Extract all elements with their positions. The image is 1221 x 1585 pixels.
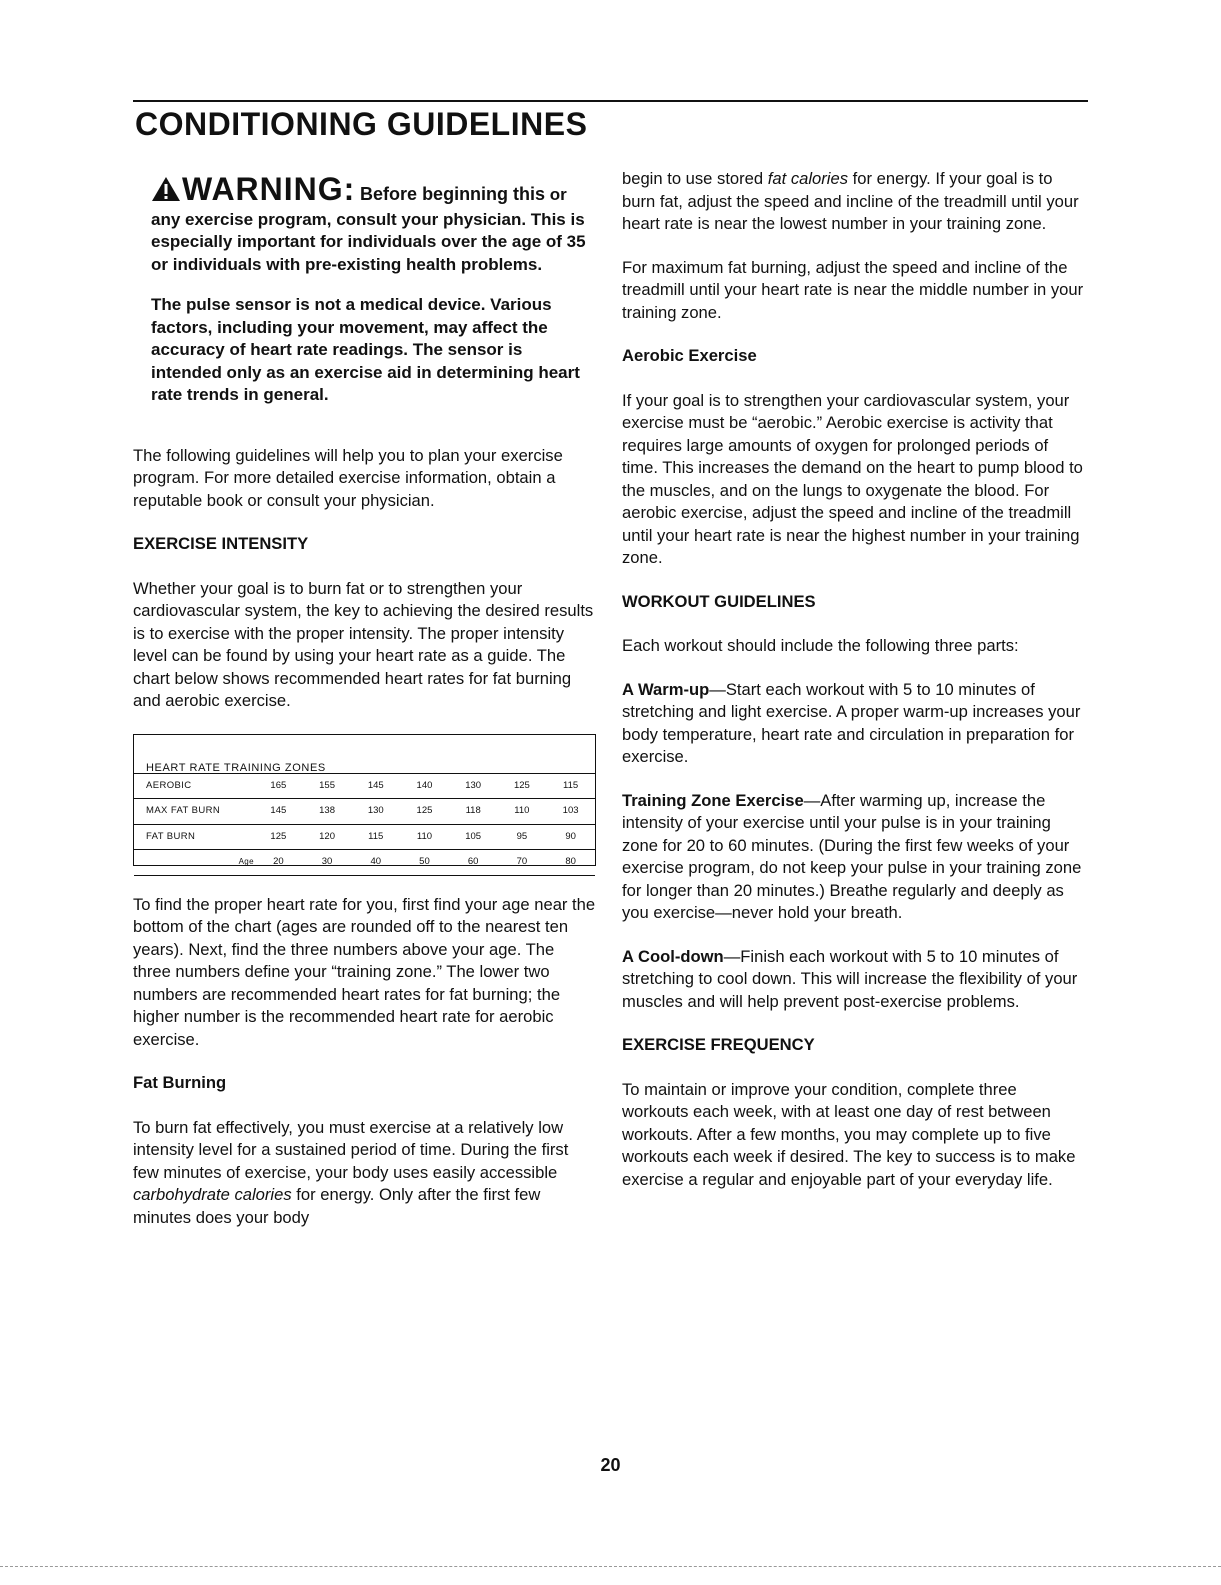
heart-rate-value: 145 bbox=[254, 799, 303, 825]
workout-guidelines-heading: WORKOUT GUIDELINES bbox=[622, 591, 816, 611]
fat-text-1: To burn fat effectively, you must exercise at a relatively low intensity level for a sustained period of time. During the first few minutes of exercise, your body uses easily accessible bbox=[133, 1117, 569, 1182]
warning-lead: Before beginning this bbox=[360, 184, 546, 204]
warmup-text: —Start each workout with 5 to 10 minutes of stretching and light exercise. A proper warm-up increases your body temperature, heart rate and circulation in preparation for exercise. bbox=[622, 679, 1081, 766]
cont-text-1: begin to use stored bbox=[622, 169, 764, 188]
carbohydrate-calories: carbohydrate calories bbox=[133, 1185, 292, 1204]
aerobic-heading: Aerobic Exercise bbox=[622, 346, 757, 365]
cooldown-paragraph bbox=[622, 946, 1084, 1014]
warning-box bbox=[133, 170, 596, 407]
top-rule bbox=[133, 100, 1088, 102]
training-zone-paragraph bbox=[622, 790, 1084, 925]
heart-rate-value: 103 bbox=[546, 799, 595, 825]
heart-rate-value: 145 bbox=[351, 773, 400, 799]
exercise-frequency-heading: EXERCISE FREQUENCY bbox=[622, 1035, 815, 1054]
find-rate-paragraph: To find the proper heart rate for you, first find your age near the bottom of the chart (ages are rounded off to the nearest ten years). Next, find the three numbers above your age. The three numbers define your “training zone.” The lower two numbers are recommended heart rates for fat burning; the higher number is the recommended heart rate for aerobic exercise. bbox=[133, 894, 596, 1049]
zone-label: AEROBIC bbox=[134, 773, 254, 799]
zone-label: FAT BURN bbox=[134, 824, 254, 850]
chart-row bbox=[134, 824, 595, 850]
footer-rule bbox=[0, 1566, 1221, 1567]
frequency-paragraph: To maintain or improve your condition, complete three workouts each week, with at least one day of rest between workouts. After a few months, you may complete up to five workouts each week if desired. The key to success is to make exercise a regular and enjoyable part of your everyday life. bbox=[622, 1079, 1076, 1189]
age-value: 50 bbox=[400, 850, 449, 876]
fat-text-2: for energy. Only after the first few minutes does your body bbox=[133, 1185, 541, 1227]
chart-title: HEART RATE TRAINING ZONES bbox=[146, 761, 326, 774]
heart-rate-value: 125 bbox=[498, 773, 547, 799]
exercise-intensity-heading: EXERCISE INTENSITY bbox=[133, 534, 309, 553]
continued-paragraph bbox=[622, 168, 1084, 236]
heart-rate-value: 140 bbox=[400, 773, 449, 799]
cont-text-2: for energy. If your goal is to burn fat, adjust the speed and incline of the treadmill until your heart rate is near the lowest number in your training zone. bbox=[622, 169, 1079, 233]
cooldown-head: A Cool-down bbox=[622, 946, 724, 966]
training-head: Training Zone Exercise bbox=[622, 790, 804, 810]
fat-burning-heading: Fat Burning bbox=[133, 1073, 227, 1092]
page-title: CONDITIONING GUIDELINES bbox=[135, 106, 588, 142]
warning-paragraph bbox=[151, 171, 596, 276]
fat-burning-paragraph bbox=[133, 1117, 596, 1230]
zone-label: MAX FAT BURN bbox=[134, 799, 254, 825]
heart-rate-value: 125 bbox=[254, 824, 303, 850]
warning-text: or any exercise program, consult your physician. This is especially important for individuals over the age of 35 or individuals with pre-existing health problems. bbox=[151, 185, 586, 274]
age-value: 60 bbox=[449, 850, 498, 876]
left-column bbox=[133, 168, 596, 1250]
page-number: 20 bbox=[600, 1455, 621, 1475]
heart-rate-value: 95 bbox=[498, 824, 547, 850]
heart-rate-value: 110 bbox=[498, 799, 547, 825]
chart-row bbox=[134, 799, 595, 825]
heart-rate-value: 165 bbox=[254, 773, 303, 799]
heart-rate-value: 125 bbox=[400, 799, 449, 825]
heart-rate-value: 115 bbox=[351, 824, 400, 850]
age-value: 20 bbox=[254, 850, 303, 876]
heart-rate-chart bbox=[133, 734, 596, 866]
age-label: Age bbox=[134, 850, 254, 876]
warning-triangle-icon bbox=[151, 176, 181, 209]
warmup-head: A Warm-up bbox=[622, 679, 710, 699]
heart-rate-value: 155 bbox=[303, 773, 352, 799]
age-value: 70 bbox=[498, 850, 547, 876]
warning-word: WARNING: bbox=[182, 171, 356, 207]
heart-rate-value: 138 bbox=[303, 799, 352, 825]
heart-rate-value: 130 bbox=[449, 773, 498, 799]
heart-rate-value: 130 bbox=[351, 799, 400, 825]
heart-rate-value: 110 bbox=[400, 824, 449, 850]
intro-paragraph: The following guidelines will help you to plan your exercise program. For more detailed exercise information, obtain a reputable book or consult your physician. bbox=[133, 445, 563, 510]
right-column bbox=[622, 168, 1084, 1212]
age-value: 40 bbox=[351, 850, 400, 876]
age-row bbox=[134, 850, 595, 876]
warmup-paragraph bbox=[622, 679, 1084, 769]
workout-intro: Each workout should include the following three parts: bbox=[622, 636, 1019, 655]
heart-rate-value: 90 bbox=[546, 824, 595, 850]
heart-rate-value: 115 bbox=[546, 773, 595, 799]
heart-rate-value: 120 bbox=[303, 824, 352, 850]
heart-rate-value: 105 bbox=[449, 824, 498, 850]
aerobic-paragraph: If your goal is to strengthen your cardiovascular system, your exercise must be “aerobic.” Aerobic exercise is activity that requires large amounts of oxygen for prolonged periods of time. This increases the demand on the heart to pump blood to the muscles, and on the lungs to oxygenate the blood. For aerobic exercise, adjust the speed and incline of the treadmill until your heart rate is near the highest number in your training zone. bbox=[622, 390, 1083, 567]
age-value: 30 bbox=[303, 850, 352, 876]
max-fat-paragraph: For maximum fat burning, adjust the speed and incline of the treadmill until your heart rate is near the middle number in your training zone. bbox=[622, 257, 1084, 322]
sensor-notice: The pulse sensor is not a medical device. Various factors, including your movement, may affect the accuracy of heart rate readings. The sensor is intended only as an exercise aid in determining heart rate trends in general. bbox=[151, 295, 580, 404]
intensity-paragraph: Whether your goal is to burn fat or to strengthen your cardiovascular system, the key to achieving the desired results is to exercise with the proper intensity. The proper intensity level can be found by using your heart rate as a guide. The chart below shows recommended heart rates for fat burning and aerobic exercise. bbox=[133, 578, 594, 710]
heart-rate-value: 118 bbox=[449, 799, 498, 825]
chart-table bbox=[134, 773, 595, 876]
chart-row bbox=[134, 773, 595, 799]
fat-calories: fat calories bbox=[767, 169, 849, 188]
training-text: —After warming up, increase the intensity of your exercise until your pulse is in your training zone for 20 to 60 minutes. (During the first few weeks of your exercise program, do not keep your pulse in your training zone for longer than 20 minutes.) Breathe regularly and deeply as you exercise—never hold your breath. bbox=[622, 790, 1082, 922]
cooldown-text: —Finish each workout with 5 to 10 minutes of stretching to cool down. This will increase the flexibility of your muscles and will help prevent post-exercise problems. bbox=[622, 946, 1078, 1011]
age-value: 80 bbox=[546, 850, 595, 876]
